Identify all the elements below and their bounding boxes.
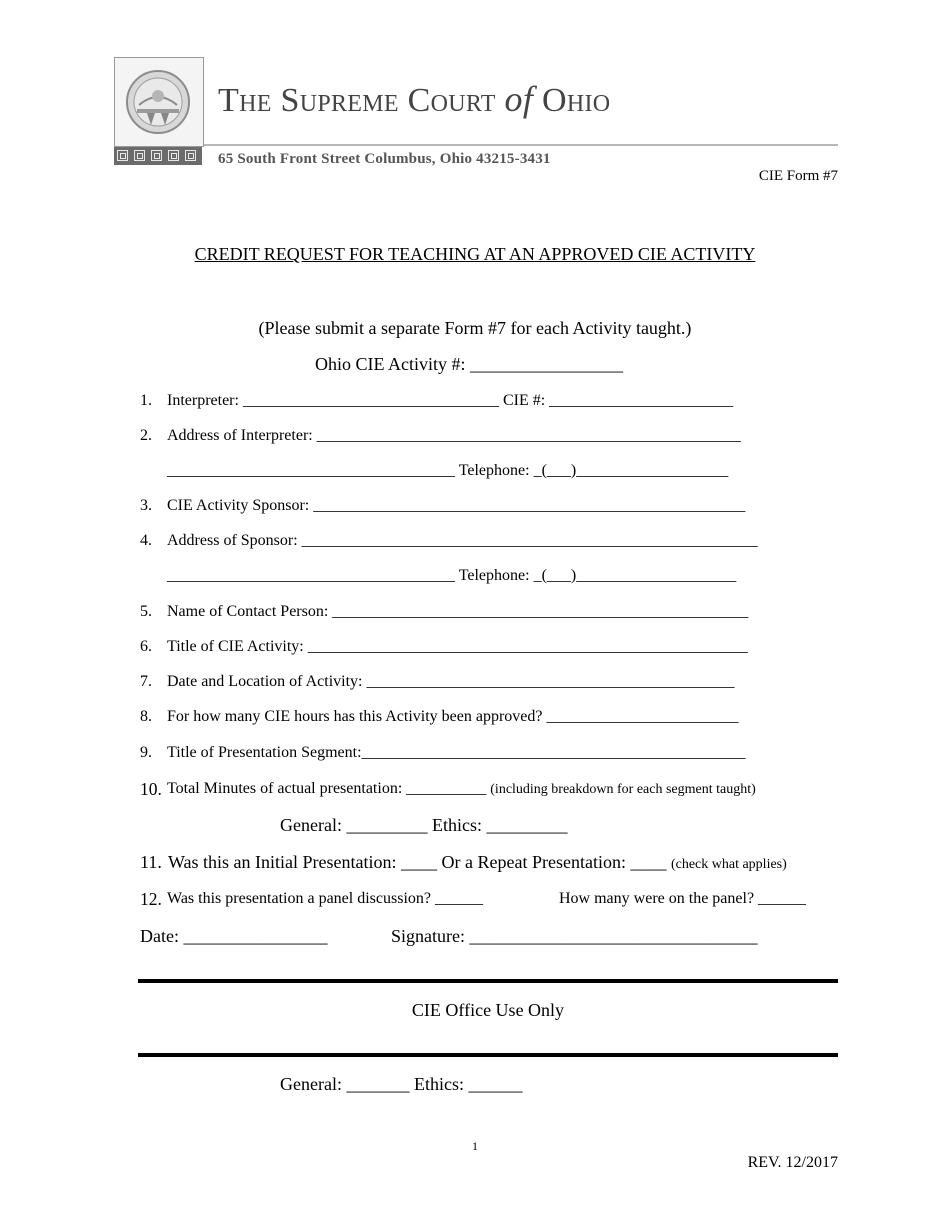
- item-number: 1.: [140, 392, 152, 409]
- item-number: 9.: [140, 744, 152, 761]
- item-number: 4.: [140, 532, 152, 549]
- sponsor-telephone-field[interactable]: ____________________________________ Telephone: _(___)____________________: [167, 567, 737, 584]
- total-minutes-note: (including breakdown for each segment taught): [490, 782, 756, 797]
- item-number: 5.: [140, 603, 152, 620]
- court-address: 65 South Front Street Columbus, Ohio 43215-3431: [218, 151, 551, 167]
- interpreter-telephone-field[interactable]: ____________________________________ Telephone: _(___)___________________: [167, 462, 729, 479]
- sponsor-field[interactable]: CIE Activity Sponsor: ______________________________________________________: [167, 497, 746, 514]
- court-seal: [114, 57, 204, 147]
- item-number: 3.: [140, 497, 152, 514]
- date-location-field[interactable]: Date and Location of Activity: ______________________________________________: [167, 673, 735, 690]
- greek-key-band: [114, 147, 202, 165]
- letterhead-rule: [204, 144, 838, 146]
- item-number: 8.: [140, 708, 152, 725]
- revision-label: REV. 12/2017: [747, 1154, 838, 1171]
- ohio-seal-icon: [125, 69, 191, 135]
- activity-title-field[interactable]: Title of CIE Activity: _______________________________________________________: [167, 638, 748, 655]
- item-number: 12.: [140, 889, 162, 909]
- approved-hours-field[interactable]: For how many CIE hours has this Activity been approved? ________________________: [167, 708, 739, 725]
- contact-person-field[interactable]: Name of Contact Person: ____________________________________________________: [167, 603, 749, 620]
- interpreter-field[interactable]: Interpreter: ________________________________ CIE #: _______________________: [167, 392, 734, 409]
- signature-field[interactable]: Signature: ________________________________: [391, 926, 758, 946]
- divider-top: [138, 979, 838, 983]
- activity-number-field[interactable]: Ohio CIE Activity #: _________________: [315, 354, 623, 374]
- court-name: The Supreme Court of Ohio: [218, 79, 611, 119]
- general-ethics-fields[interactable]: General: _________ Ethics: _________: [280, 815, 568, 835]
- interpreter-address-field[interactable]: Address of Interpreter: _____________________________________________________: [167, 427, 741, 444]
- item-number: 10.: [140, 779, 162, 799]
- item-number: 2.: [140, 427, 152, 444]
- total-minutes-field[interactable]: Total Minutes of actual presentation: __________ (including breakdown for each segment taught): [167, 780, 756, 797]
- item-number: 11.: [140, 852, 162, 872]
- office-use-heading: CIE Office Use Only: [411, 1000, 565, 1020]
- form-id: CIE Form #7: [758, 168, 838, 184]
- presentation-type-note: (check what applies): [670, 857, 787, 872]
- item-number: 7.: [140, 673, 152, 690]
- item-number: 6.: [140, 638, 152, 655]
- form-title: CREDIT REQUEST FOR TEACHING AT AN APPROVED CIE ACTIVITY: [194, 244, 756, 264]
- office-general-ethics-fields[interactable]: General: _______ Ethics: ______: [280, 1074, 523, 1094]
- divider-bottom: [138, 1053, 838, 1057]
- instructions: (Please submit a separate Form #7 for each Activity taught.): [258, 318, 692, 338]
- segment-title-field[interactable]: Title of Presentation Segment:________________________________________________: [167, 744, 746, 761]
- presentation-type-field[interactable]: Was this an Initial Presentation: ____ Or a Repeat Presentation: ____ (check what applies): [168, 852, 787, 872]
- panel-discussion-field[interactable]: Was this presentation a panel discussion? ______: [167, 890, 483, 907]
- panel-count-field[interactable]: How many were on the panel? ______: [559, 890, 807, 907]
- page-number: 1: [472, 1139, 478, 1153]
- sponsor-address-field[interactable]: Address of Sponsor: _________________________________________________________: [167, 532, 758, 549]
- date-field[interactable]: Date: ________________: [140, 926, 328, 946]
